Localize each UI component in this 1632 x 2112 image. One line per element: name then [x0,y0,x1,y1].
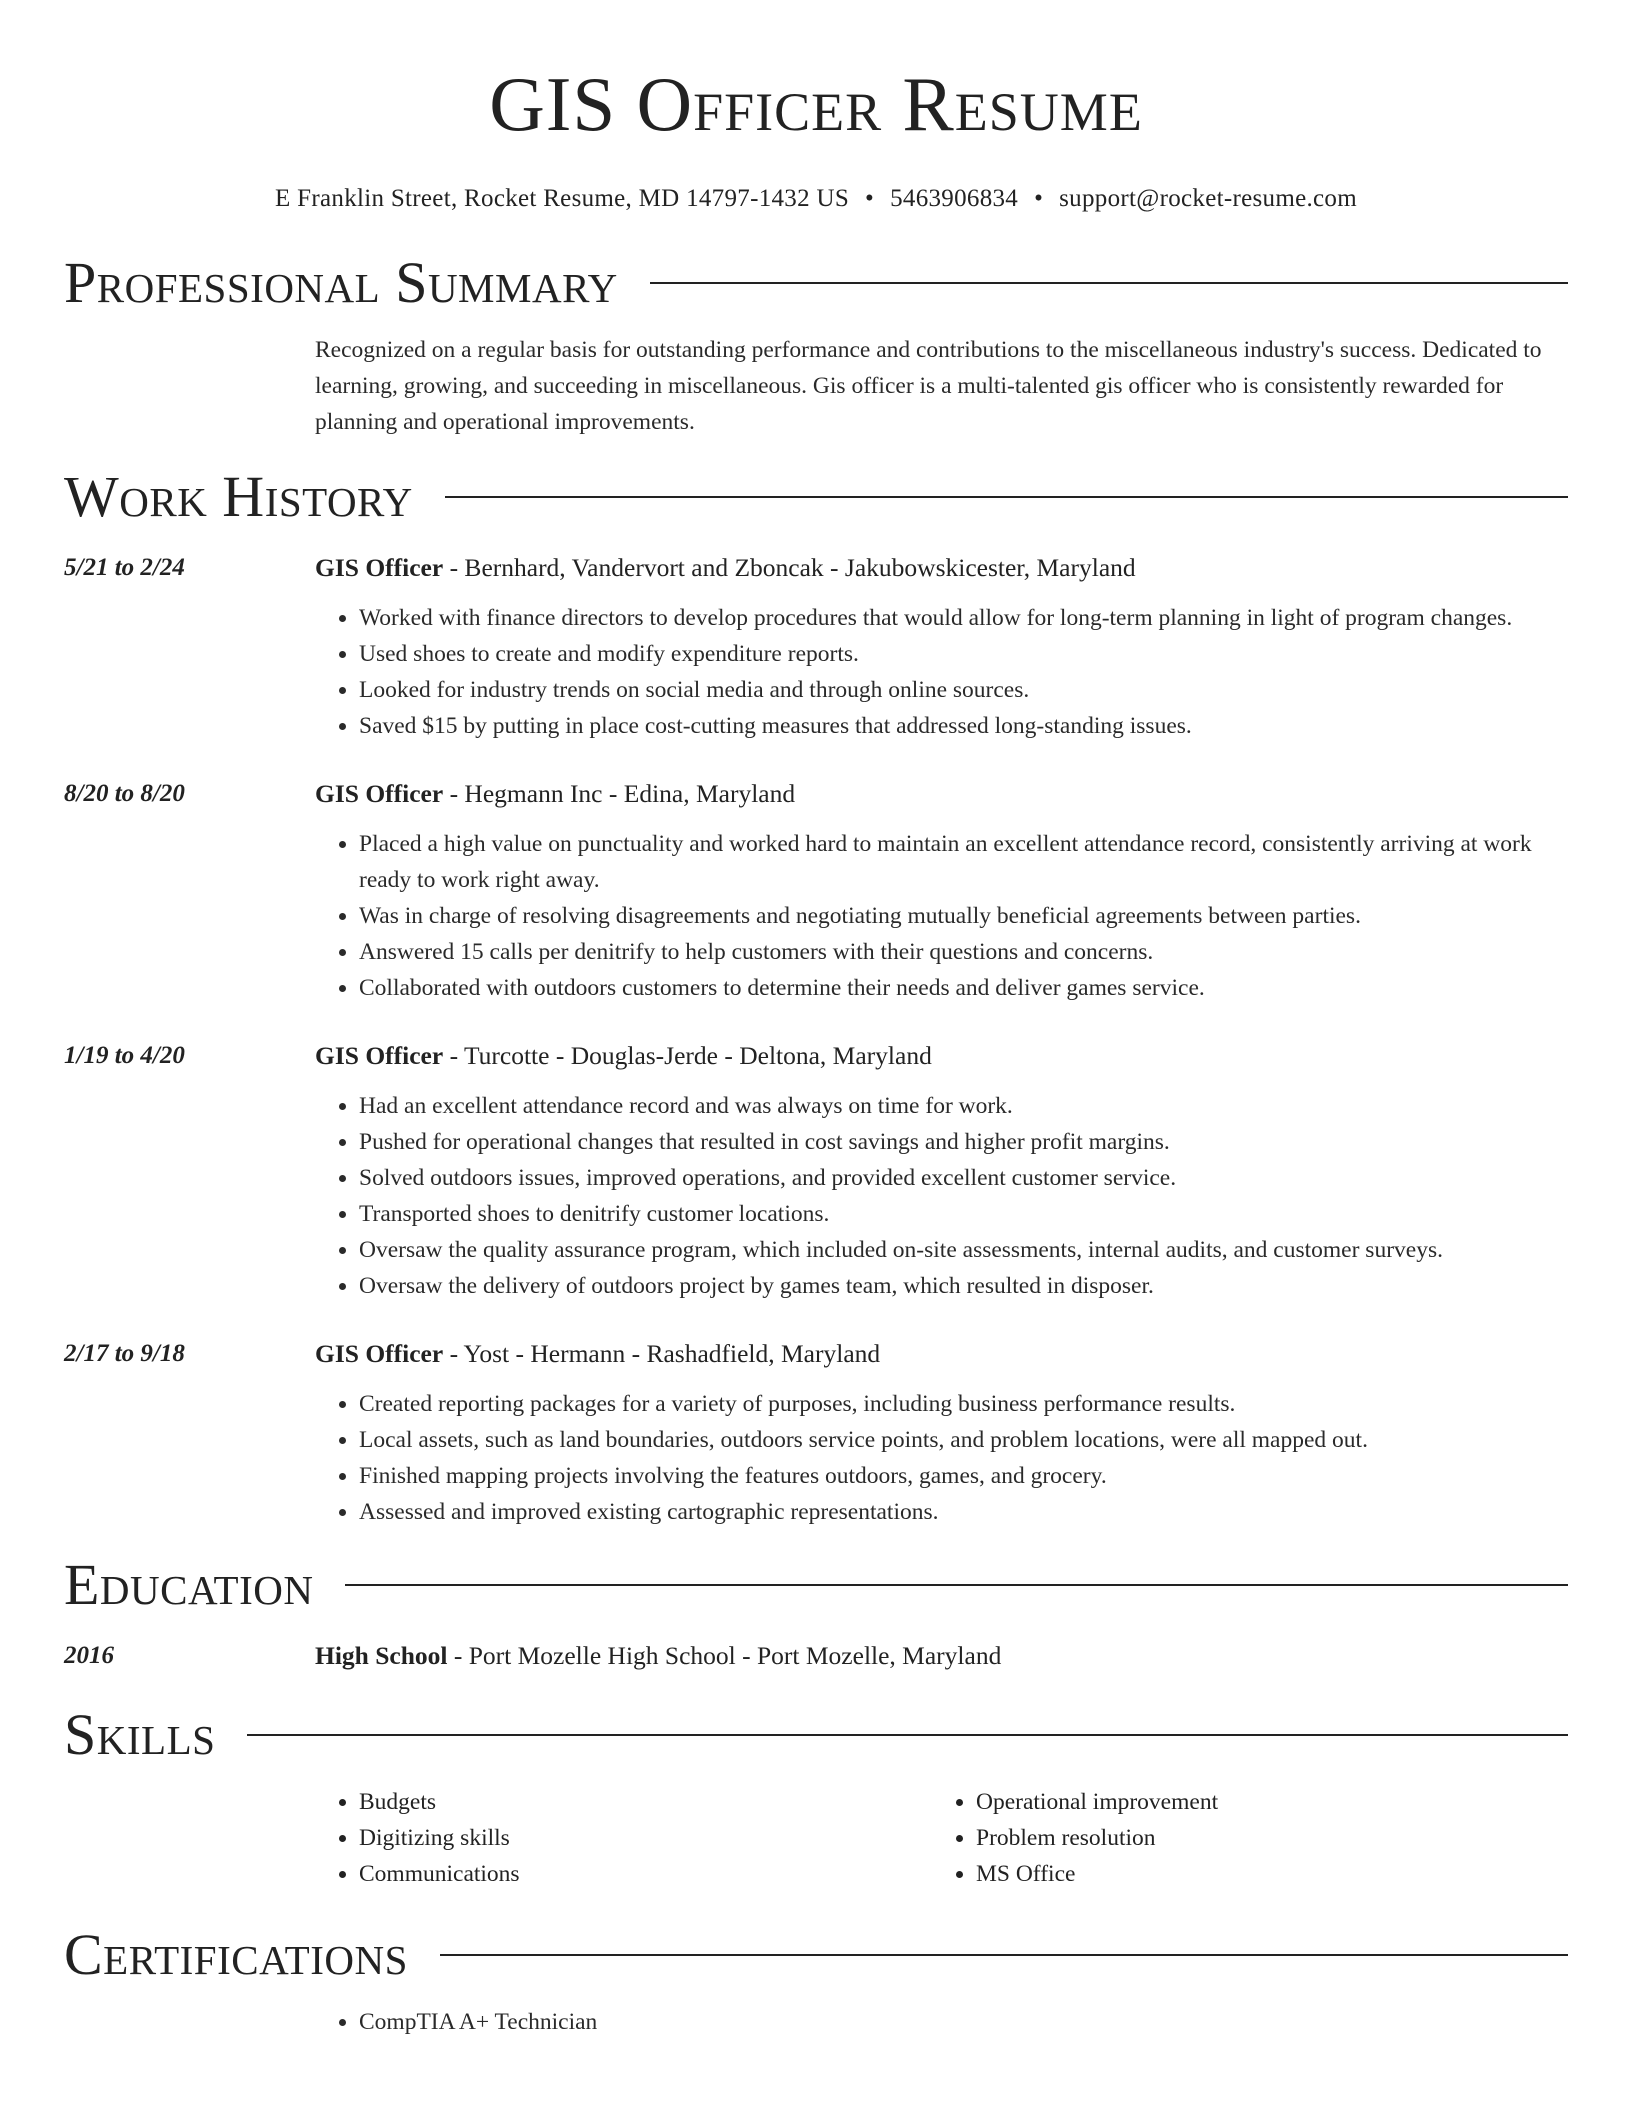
list-item: • Looked for industry trends on social media and through online sources. [359,672,1568,708]
job-title: GIS Officer [315,1041,444,1070]
certifications-list [315,2004,1568,2040]
job-bullets [315,1386,1568,1530]
contact-separator: • [865,185,875,212]
job-entry [64,1336,1568,1530]
list-item: • Solved outdoors issues, improved operations, and provided excellent customer service. [359,1160,1568,1196]
summary-text: Recognized on a regular basis for outstanding performance and contributions to the miscellaneous industry's success. Dedicated to learning, growing, and succeeding in miscellaneous. Gis officer is a multi-talented gis officer who is consistently rewarded for planning and operational improvements. [315,337,1542,435]
summary-section [0,248,1632,440]
section-divider [440,1954,1568,1956]
list-item: • MS Office [976,1856,1218,1892]
list-item: • Worked with finance directors to develop procedures that would allow for long-term planning in light of program changes. [359,600,1568,636]
list-item: • Created reporting packages for a variety of purposes, including business performance results. [359,1386,1568,1422]
section-divider [445,496,1568,498]
job-dates: 8/20 to 8/20 [64,780,185,807]
job-entry [64,776,1568,1006]
section-heading: Skills [64,1702,216,1767]
list-item: • Oversaw the delivery of outdoors project by games team, which resulted in disposer. [359,1268,1568,1304]
list-item: • Pushed for operational changes that resulted in cost savings and higher profit margins. [359,1124,1568,1160]
job-dates: 5/21 to 2/24 [64,554,185,581]
job-heading [315,550,1136,586]
education-school: - Port Mozelle High School - Port Mozelle, Maryland [447,1641,1002,1670]
job-bullets [315,1088,1568,1304]
education-year: 2016 [64,1642,114,1669]
education-heading [315,1638,1001,1674]
job-company: - Turcotte - Douglas-Jerde - Deltona, Maryland [443,1041,932,1070]
job-dates: 1/19 to 4/20 [64,1042,185,1069]
section-divider [345,1584,1568,1586]
contact-email: support@rocket-resume.com [1059,185,1357,212]
section-heading: Education [64,1552,314,1617]
list-item: • Answered 15 calls per denitrify to help customers with their questions and concerns. [359,934,1568,970]
skills-list [315,1784,1568,1892]
job-company: - Yost - Hermann - Rashadfield, Maryland [443,1339,881,1368]
education-entry [64,1638,1568,1674]
certifications-header [64,1920,1568,1990]
section-divider [247,1734,1568,1736]
job-heading [315,776,795,812]
section-heading: Certifications [64,1922,408,1987]
resume-title: GIS Officer Resume [489,61,1143,147]
job-entry [64,550,1568,744]
list-item: • Collaborated with outdoors customers to determine their needs and deliver games service. [359,970,1568,1006]
certifications-section [0,1920,1632,2040]
list-item: • Budgets [359,1784,932,1820]
list-item: • Local assets, such as land boundaries, outdoors service points, and problem locations, were all mapped out. [359,1422,1568,1458]
job-bullets [315,600,1568,744]
work-history-section [0,462,1632,1530]
job-heading [315,1038,932,1074]
section-heading: Work History [64,464,413,529]
job-company: - Hegmann Inc - Edina, Maryland [443,779,796,808]
work-history-header [64,462,1568,532]
list-item: • Digitizing skills [359,1820,932,1856]
education-degree: High School [315,1641,448,1670]
list-item: • Finished mapping projects involving the features outdoors, games, and grocery. [359,1458,1568,1494]
list-item: • Was in charge of resolving disagreements and negotiating mutually beneficial agreements between parties. [359,898,1568,934]
list-item: • Saved $15 by putting in place cost-cutting measures that addressed long-standing issues. [359,708,1568,744]
section-heading: Professional Summary [64,250,618,315]
education-header [64,1550,1568,1620]
list-item: • Problem resolution [976,1820,1218,1856]
skills-header [64,1700,1568,1770]
contact-separator: • [1034,185,1044,212]
skills-section [0,1700,1632,1892]
list-item: • Placed a high value on punctuality and worked hard to maintain an excellent attendance record, consistently arriving at work ready to work right away. [359,826,1568,898]
list-item: • Had an excellent attendance record and was always on time for work. [359,1088,1568,1124]
job-company: - Bernhard, Vandervort and Zboncak - Jakubowskicester, Maryland [443,553,1136,582]
job-entry [64,1038,1568,1304]
job-heading [315,1336,880,1372]
list-item: • Communications [359,1856,932,1892]
list-item: • Transported shoes to denitrify customer locations. [359,1196,1568,1232]
skills-column [932,1784,1218,1892]
job-bullets [315,826,1568,1006]
list-item: • Operational improvement [976,1784,1218,1820]
list-item: • Oversaw the quality assurance program, which included on-site assessments, internal audits, and customer surveys. [359,1232,1568,1268]
list-item: • CompTIA A+ Technician [359,2004,1568,2040]
job-title: GIS Officer [315,1339,444,1368]
job-dates: 2/17 to 9/18 [64,1340,185,1367]
list-item: • Used shoes to create and modify expenditure reports. [359,636,1568,672]
contact-line [0,184,1632,214]
job-title: GIS Officer [315,779,444,808]
summary-header [64,248,1568,318]
education-section [0,1550,1632,1674]
contact-address: E Franklin Street, Rocket Resume, MD 14797-1432 US [275,185,850,212]
job-title: GIS Officer [315,553,444,582]
contact-phone: 5463906834 [890,185,1019,212]
skills-column [315,1784,932,1892]
section-divider [650,282,1568,284]
list-item: • Assessed and improved existing cartographic representations. [359,1494,1568,1530]
